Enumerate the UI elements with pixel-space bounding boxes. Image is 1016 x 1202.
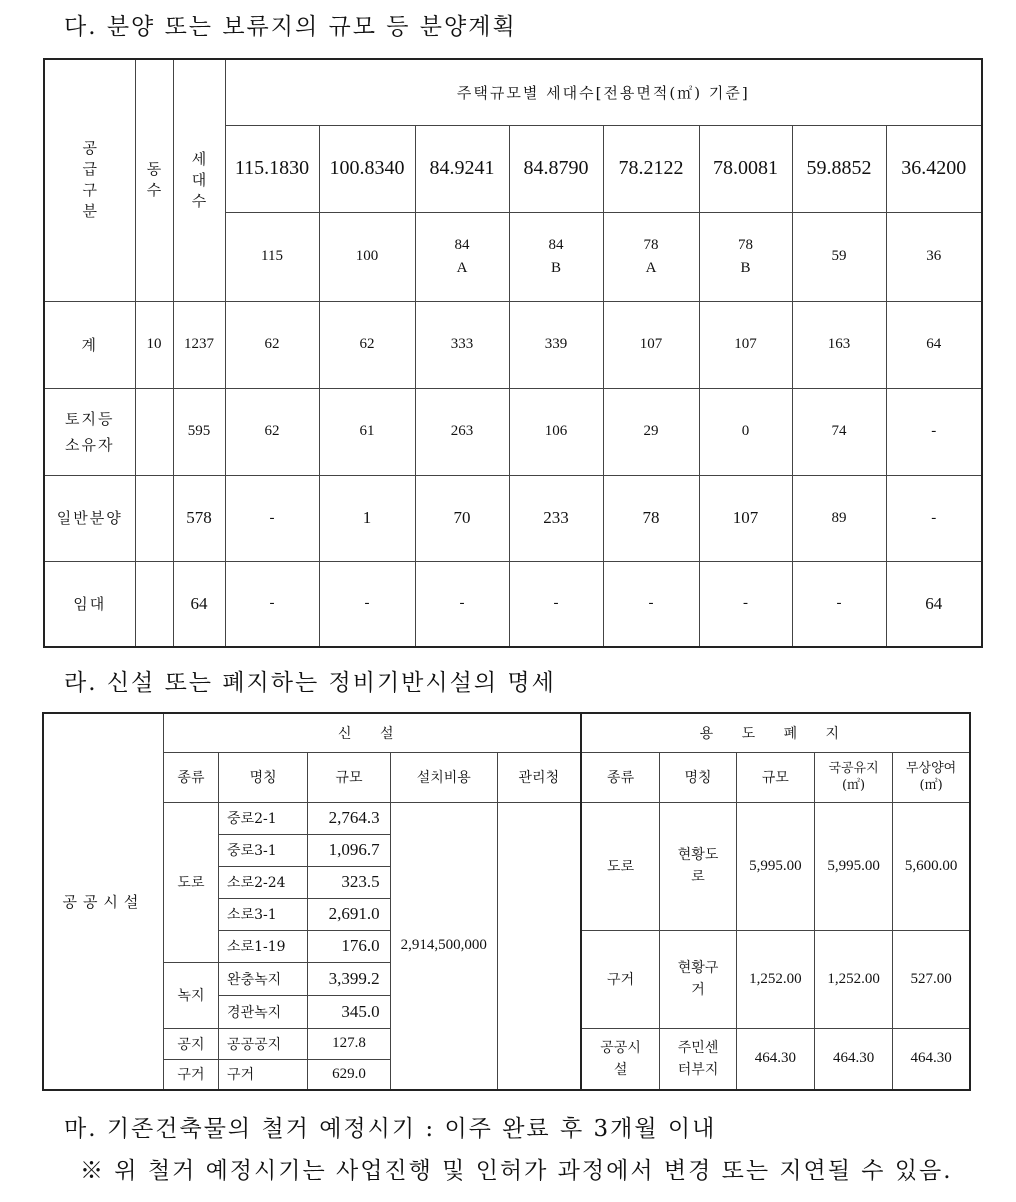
value-cell: 61 [319, 388, 415, 475]
abolish-name-cell: 현황도 로 [660, 802, 736, 930]
abolish-name-cell: 현황구 거 [660, 930, 736, 1028]
abolish-type-cell: 구거 [581, 930, 660, 1028]
table-row [44, 475, 982, 561]
state-land-cell: 464.30 [814, 1028, 892, 1090]
new-scale-cell: 176.0 [308, 930, 390, 962]
household-cell: 1237 [173, 301, 225, 388]
value-cell: 1 [319, 475, 415, 561]
row-label: 일반분양 [44, 475, 135, 561]
manager-cell [497, 802, 580, 1090]
value-cell: 263 [415, 388, 509, 475]
new-name-cell: 완충녹지 [219, 962, 308, 995]
area-cell: 78.2122 [603, 125, 699, 212]
section-ra-heading: 라. 신설 또는 폐지하는 정비기반시설의 명세 [64, 670, 556, 696]
table-row [44, 388, 982, 475]
new-scale-header: 규모 [308, 752, 390, 802]
row-label: 임대 [44, 561, 135, 647]
abolish-type-header: 종류 [581, 752, 660, 802]
state-land-cell: 5,995.00 [814, 802, 892, 930]
value-cell: 64 [886, 301, 982, 388]
value-cell: - [699, 561, 792, 647]
abolish-type-cell: 공공시 설 [581, 1028, 660, 1090]
type-cell: 36 [886, 212, 982, 301]
household-cell: 595 [173, 388, 225, 475]
new-name-cell: 중로3-1 [219, 834, 308, 866]
abolish-scale-cell: 464.30 [736, 1028, 814, 1090]
category-cell: 공공시설 [43, 713, 163, 1090]
value-cell: 233 [509, 475, 603, 561]
value-cell: 107 [603, 301, 699, 388]
type-cell: 78 B [699, 212, 792, 301]
value-cell: 78 [603, 475, 699, 561]
abolish-name-header: 명칭 [660, 752, 736, 802]
section-da-heading: 다. 분양 또는 보류지의 규모 등 분양계획 [64, 14, 517, 40]
abolish-scale-header: 규모 [736, 752, 814, 802]
new-name-cell: 소로2-24 [219, 866, 308, 898]
type-cell: 59 [792, 212, 886, 301]
new-name-cell: 구거 [219, 1059, 308, 1090]
table-row [43, 802, 970, 834]
abolish-type-cell: 도로 [581, 802, 660, 930]
new-scale-cell: 2,764.3 [308, 802, 390, 834]
new-scale-cell: 629.0 [308, 1059, 390, 1090]
area-cell: 84.8790 [509, 125, 603, 212]
value-cell: - [225, 475, 319, 561]
new-name-cell: 소로3-1 [219, 898, 308, 930]
value-cell: 62 [225, 301, 319, 388]
abolish-name-cell: 주민센 터부지 [660, 1028, 736, 1090]
value-cell: - [603, 561, 699, 647]
new-group-header: 신 설 [163, 713, 580, 752]
area-cell: 78.0081 [699, 125, 792, 212]
new-name-cell: 공공공지 [219, 1028, 308, 1059]
section-ma-heading: 마. 기존건축물의 철거 예정시기 : 이주 완료 후 3개월 이내 [64, 1116, 717, 1142]
new-scale-cell: 3,399.2 [308, 962, 390, 995]
new-name-cell: 경관녹지 [219, 995, 308, 1028]
new-scale-cell: 127.8 [308, 1028, 390, 1059]
new-type-cell: 구거 [163, 1059, 218, 1090]
abolish-scale-cell: 5,995.00 [736, 802, 814, 930]
type-cell: 84 A [415, 212, 509, 301]
household-count-header: 세 대 수 [173, 59, 225, 301]
value-cell: - [509, 561, 603, 647]
area-cell: 84.9241 [415, 125, 509, 212]
supply-division-header: 공 급 구 분 [44, 59, 135, 301]
value-cell: 64 [886, 561, 982, 647]
new-type-cell: 도로 [163, 802, 218, 962]
state-land-cell: 1,252.00 [814, 930, 892, 1028]
free-transfer-cell: 527.00 [893, 930, 970, 1028]
new-name-header: 명칭 [219, 752, 308, 802]
value-cell: 106 [509, 388, 603, 475]
value-cell: - [886, 475, 982, 561]
dong-cell: 10 [135, 301, 173, 388]
dong-cell [135, 561, 173, 647]
value-cell: 107 [699, 475, 792, 561]
area-cell: 36.4200 [886, 125, 982, 212]
size-group-header: 주택규모별 세대수[전용면적(㎡) 기준] [225, 59, 982, 125]
abolish-scale-cell: 1,252.00 [736, 930, 814, 1028]
new-scale-cell: 323.5 [308, 866, 390, 898]
value-cell: 29 [603, 388, 699, 475]
demolition-note: ※ 위 철거 예정시기는 사업진행 및 인허가 과정에서 변경 또는 지연될 수 있음. [80, 1158, 953, 1184]
table-row [44, 301, 982, 388]
free-transfer-cell: 5,600.00 [893, 802, 970, 930]
value-cell: 107 [699, 301, 792, 388]
value-cell: 0 [699, 388, 792, 475]
value-cell: 89 [792, 475, 886, 561]
table-row [44, 561, 982, 647]
install-cost-cell: 2,914,500,000 [390, 802, 497, 1090]
value-cell: 339 [509, 301, 603, 388]
state-land-header: 국공유지 (㎡) [814, 752, 892, 802]
new-manager-header: 관리청 [497, 752, 580, 802]
sales-plan-table [43, 58, 983, 648]
area-cell: 115.1830 [225, 125, 319, 212]
row-label: 계 [44, 301, 135, 388]
new-type-header: 종류 [163, 752, 218, 802]
type-cell: 100 [319, 212, 415, 301]
household-cell: 578 [173, 475, 225, 561]
infrastructure-table [42, 712, 971, 1091]
value-cell: - [792, 561, 886, 647]
new-type-cell: 녹지 [163, 962, 218, 1028]
new-scale-cell: 1,096.7 [308, 834, 390, 866]
new-scale-cell: 345.0 [308, 995, 390, 1028]
value-cell: - [225, 561, 319, 647]
new-name-cell: 중로2-1 [219, 802, 308, 834]
type-cell: 115 [225, 212, 319, 301]
household-cell: 64 [173, 561, 225, 647]
new-cost-header: 설치비용 [390, 752, 497, 802]
free-transfer-cell: 464.30 [893, 1028, 970, 1090]
area-cell: 59.8852 [792, 125, 886, 212]
type-cell: 84 B [509, 212, 603, 301]
value-cell: 62 [225, 388, 319, 475]
area-cell: 100.8340 [319, 125, 415, 212]
dong-cell [135, 388, 173, 475]
abolish-group-header: 용 도 폐 지 [581, 713, 970, 752]
row-label: 토지등 소유자 [44, 388, 135, 475]
new-name-cell: 소로1-19 [219, 930, 308, 962]
free-transfer-header: 무상양여 (㎡) [893, 752, 970, 802]
value-cell: 62 [319, 301, 415, 388]
type-cell: 78 A [603, 212, 699, 301]
value-cell: 70 [415, 475, 509, 561]
value-cell: - [886, 388, 982, 475]
new-type-cell: 공지 [163, 1028, 218, 1059]
value-cell: - [415, 561, 509, 647]
value-cell: - [319, 561, 415, 647]
dong-cell [135, 475, 173, 561]
value-cell: 74 [792, 388, 886, 475]
value-cell: 163 [792, 301, 886, 388]
value-cell: 333 [415, 301, 509, 388]
building-count-header: 동 수 [135, 59, 173, 301]
new-scale-cell: 2,691.0 [308, 898, 390, 930]
